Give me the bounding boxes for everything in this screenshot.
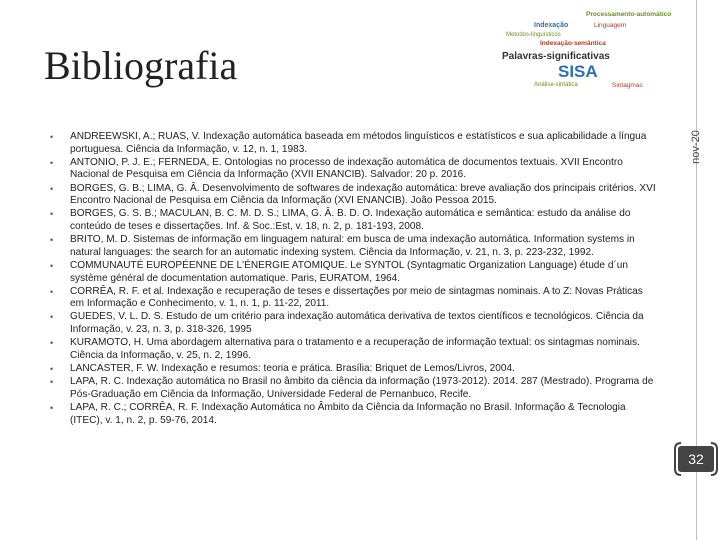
- page-number-badge: [673, 441, 719, 477]
- reference-item: • KURAMOTO, H. Uma abordagem alternativa para o tratamento e a recuperação de informação textual: os sintagmas nominais. Ciência da Informação, v. 25, n. 2, 1996.: [48, 337, 658, 362]
- reference-item: • BRITO, M. D. Sistemas de informação em linguagem natural: em busca de uma indexação automática. Information systems in natural languages: the search for an automatic indexing system. Ciência da Informação, v. 21, n. 3, p. 223-232, 1992.: [48, 234, 658, 259]
- cloud-word: SISA: [558, 62, 598, 81]
- cloud-word: Sintagmas: [612, 82, 643, 89]
- reference-item: • ANTONIO, P. J. E.; FERNEDA, E. Ontologias no processo de indexação automática de documentos textuais. XVII Encontro Nacional de Pesquisa em Ciência da Informação (XVII ENANCIB). Salvador: 20 p. 2016.: [48, 157, 658, 182]
- cloud-word: Indexação-semântica: [540, 40, 606, 47]
- slide-date: nov-20: [690, 130, 702, 164]
- cloud-word: Análise-sintática: [534, 82, 578, 88]
- reference-item: • ANDREEWSKI, A.; RUAS, V. Indexação automática baseada em métodos linguísticos e estatísticos e sua aplicabilidade a língua portuguesa. Ciência da Informação, v. 12, n. 1, 1983.: [48, 131, 658, 156]
- cloud-word: Metodos-linguísticos: [506, 32, 561, 38]
- reference-item: • LAPA, R. C. Indexação automática no Brasil no âmbito da ciência da informação (1973-2012). 2014. 287 (Mestrado). Programa de Pós-Graduação em Ciência da Informação, Universidade Federal de Pernanbuco, Recife.: [48, 376, 658, 401]
- reference-list: [48, 131, 658, 428]
- reference-item: • LANCASTER, F. W. Indexação e resumos: teoria e prática. Brasília: Briquet de Lemos/Livros, 2004.: [48, 363, 658, 376]
- reference-item: • GUEDES, V. L. D. S. Estudo de um critério para indexação automática derivativa de textos científicos e tecnológicos. Ciência da Informação, v. 23, n. 3, p. 318-326, 1995: [48, 311, 658, 336]
- reference-item: • BORGES, G. B.; LIMA, G. Â. Desenvolvimento de softwares de indexação automática: breve avaliação dos principais critérios. XVI Encontro Nacional de Pesquisa em Ciência da Informação (XVI ENANCIB). João Pessoa 2015.: [48, 183, 658, 208]
- reference-item: • COMMUNAUTÉ EUROPÉENNE DE L'ÉNERGIE ATOMIQUE. Le SYNTOL (Syntagmatic Organization Language) étude d´un système général de documentation automatique. Paris, EURATOM, 1964.: [48, 260, 658, 285]
- reference-item: • LAPA, R. C.; CORRÊA, R. F. Indexação Automática no Âmbito da Ciência da Informação no Brasil. Informação & Tecnologia (ITEC), v. 1, n. 2, p. 59-76, 2014.: [48, 402, 658, 427]
- reference-item: • CORRÊA, R. F. et al. Indexação e recuperação de teses e dissertações por meio de sintagmas nominais. A to Z: Novas Práticas em Informação e Conhecimento, v. 1, n. 1, p. 11-22, 2011.: [48, 286, 658, 311]
- word-cloud-image: [494, 10, 672, 102]
- slide-title: Bibliografia: [44, 43, 238, 88]
- cloud-word: Indexação: [534, 22, 569, 29]
- reference-item: • BORGES, G. S. B.; MACULAN, B. C. M. D. S.; LIMA, G. Â. B. D. O. Indexação automática e semântica: estudo da análise do conteúdo de teses e dissertações. Inf. & Soc.:Est, v. 18, n. 2, p. 181-193, 2008.: [48, 208, 658, 233]
- cloud-word: Processamento-automático: [586, 11, 672, 18]
- page-number: 32: [688, 451, 704, 467]
- cloud-word: Palavras-significativas: [502, 51, 610, 62]
- cloud-word: Linguagem: [594, 22, 627, 29]
